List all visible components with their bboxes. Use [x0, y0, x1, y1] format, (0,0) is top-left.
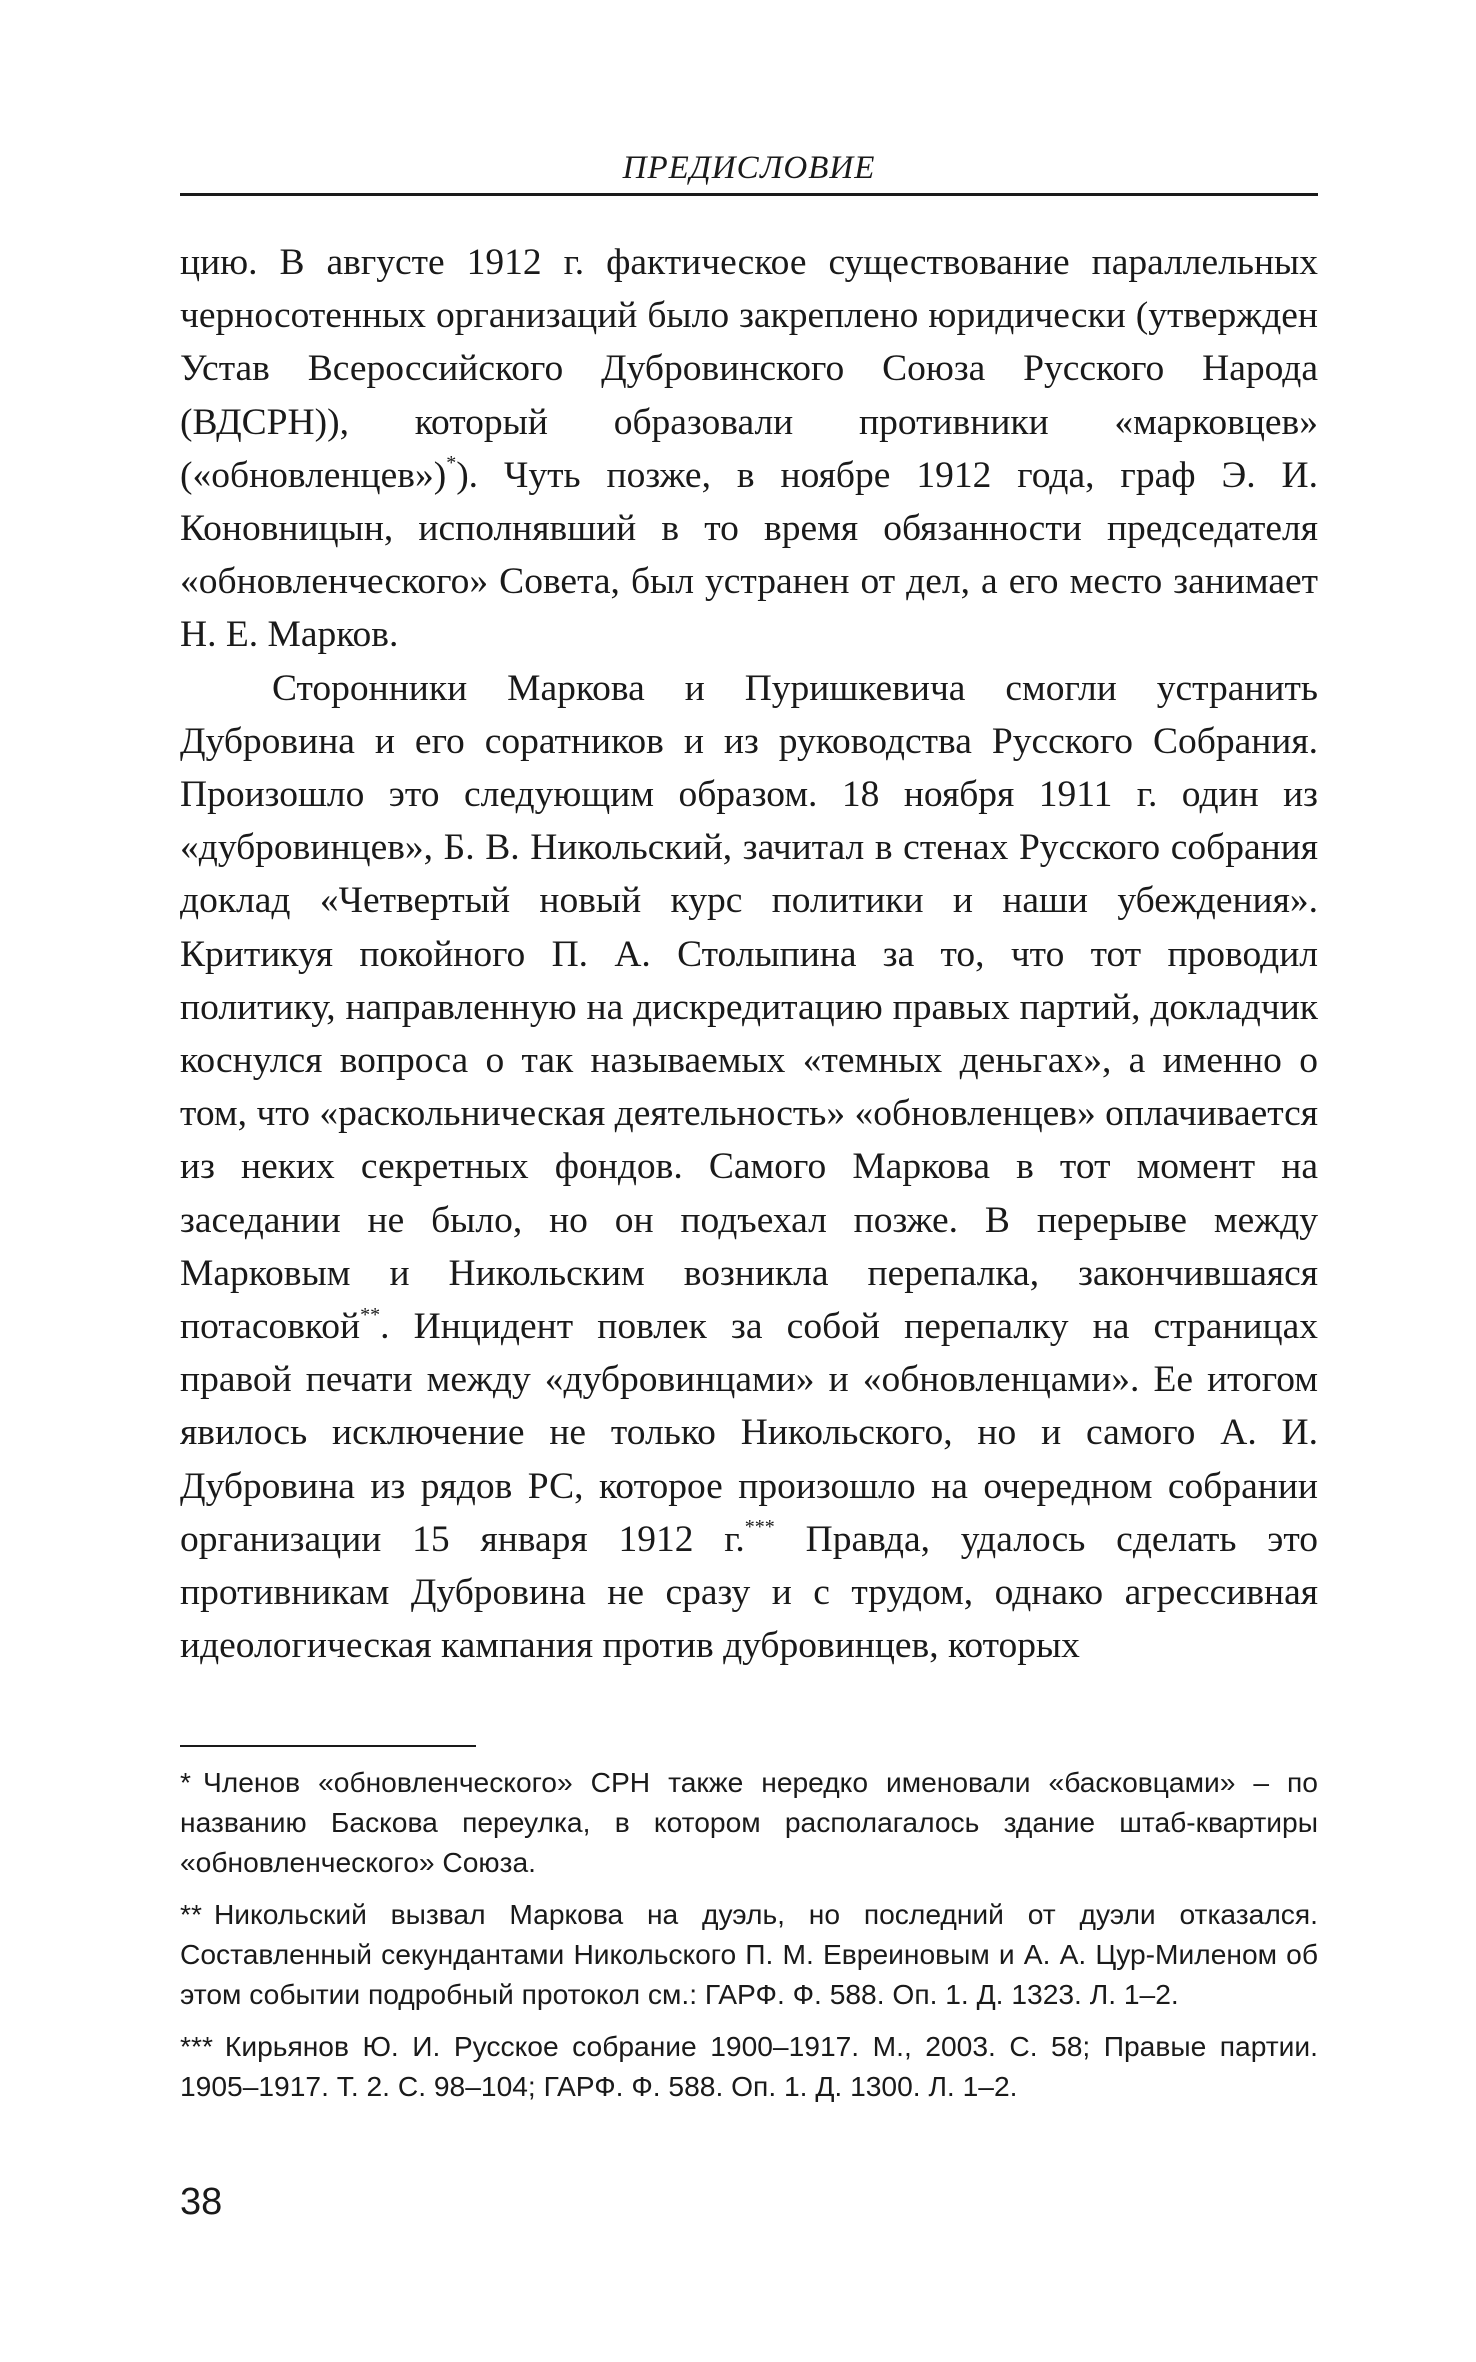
running-head: ПРЕДИСЛОВИЕ: [622, 150, 876, 186]
header-rule: [180, 193, 1318, 196]
paragraph-2: [180, 662, 1318, 1673]
footnote-ref-3: ***: [744, 1516, 775, 1539]
paragraph-2-text-a: Сторонники Маркова и Пуришкевича смогли устранить Дубровина и его соратников и из руководства Русского Собрания. Произошло это следующим образом. 18 ноября 1911 г. один из «дубровинцев», Б. В. Никольский, зачитал в стенах Русского собрания доклад «Четвертый новый курс политики и наши убеждения». Критикуя покойного П. А. Столыпина за то, что тот проводил политику, направленную на дискредитацию правых партий, докладчик коснулся вопроса о так называемых «темных деньгах», а именно о том, что «раскольническая деятельность» «обновленцев» оплачивается из неких секретных фондов. Самого Маркова в тот момент на заседании не было, но он подъехал позже. В перерыве между Марковым и Никольским возникла перепалка, закончившаяся потасовкой: [180, 667, 1318, 1348]
footnote-separator: [180, 1745, 476, 1747]
footnote-2: [180, 1894, 1318, 2014]
main-text: [180, 236, 1318, 1672]
footnote-1-mark: *: [180, 1766, 191, 1798]
footnote-ref-2: **: [360, 1303, 381, 1326]
page-number: 38: [180, 2181, 223, 2223]
footnote-2-mark: **: [180, 1898, 202, 1930]
paragraph-2-text-b: . Инцидент повлек за собой перепалку на страницах правой печати между «дубровинцами» и «обновленцами». Ее итогом явилось исключение не только Никольского, но и самого А. И. Дубровина из рядов РС, которое произошло на очередном собрании организации 15 января 1912 г.: [180, 1306, 1318, 1560]
footnotes: [180, 1762, 1318, 2118]
footnote-ref-1: *: [446, 452, 457, 475]
footnote-1-text: Членов «обновленческого» СРН также нередко именовали «басковцами» – по названию Баскова переулка, в котором располагалось здание штаб-квартиры «обновленческого» Союза.: [180, 1766, 1318, 1878]
paragraph-1-text-a: цию. В августе 1912 г. фактическое существование параллельных черносотенных организаций было закреплено юридически (утвержден Устав Всероссийского Дубровинского Союза Русского Народа (ВДСРН)), который образовали противники «марковцев» («обновленцев»): [180, 242, 1318, 496]
footnote-3-mark: ***: [180, 2030, 213, 2062]
paragraph-1-text-b: ). Чуть позже, в ноябре 1912 года, граф Э. И. Коновницын, исполнявший в то время обязанности председателя «обновленческого» Совета, был устранен от дел, а его место занимает Н. Е. Марков.: [180, 454, 1318, 656]
footnote-3: [180, 2026, 1318, 2106]
paragraph-2-text-c: Правда, удалось сделать это противникам Дубровина не сразу и с трудом, однако агрессивная идеологическая кампания против дубровинцев, которых: [180, 1518, 1318, 1667]
footnote-2-text: Никольский вызвал Маркова на дуэль, но последний от дуэли отказался. Составленный секундантами Никольского П. М. Евреиновым и А. А. Цур-Миленом об этом событии подробный протокол см.: ГАРФ. Ф. 588. Оп. 1. Д. 1323. Л. 1–2.: [180, 1898, 1318, 2010]
footnote-3-text: Кирьянов Ю. И. Русское собрание 1900–1917. М., 2003. С. 58; Правые партии. 1905–1917. Т. 2. С. 98–104; ГАРФ. Ф. 588. Оп. 1. Д. 1300. Л. 1–2.: [180, 2030, 1318, 2102]
footnote-1: [180, 1762, 1318, 1882]
paragraph-1: [180, 236, 1318, 662]
